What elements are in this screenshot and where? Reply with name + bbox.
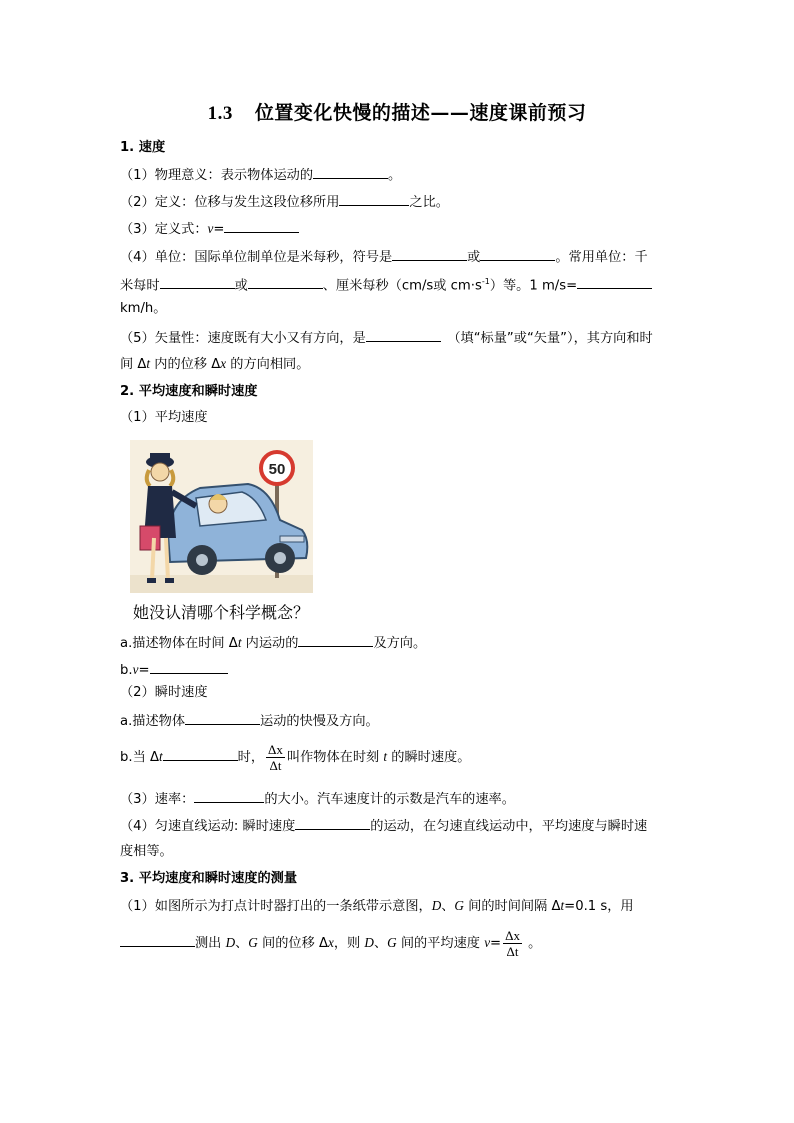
s2-line-3: （3）速率： 的大小。汽车速度计的示数是汽车的速率。 bbox=[120, 788, 680, 810]
s1-line-4: （4）单位：国际单位制单位是米每秒，符号是 或 。常用单位：千 bbox=[120, 246, 680, 268]
blank bbox=[392, 246, 467, 261]
s2-line-4: （4）匀速直线运动: 瞬时速度 的运动，在匀速直线运动中，平均速度与瞬时速 bbox=[120, 815, 680, 837]
section-1-heading: 1. 速度 bbox=[120, 140, 166, 155]
fraction-dx-dt: $\frac{\Delta x}{\Delta t}$ bbox=[268, 741, 283, 773]
s1-line-7: （5）矢量性：速度既有大小又有方向，是 （填“标量”或“矢量”），其方向和时 bbox=[120, 327, 680, 349]
speed-sign-value: 50 bbox=[268, 461, 286, 478]
page-title bbox=[0, 98, 794, 125]
s3-line-1: （1）如图所示为打点计时器打出的一条纸带示意图，D、G 间的时间间隔 Δt=0.1 s，用 bbox=[120, 898, 634, 914]
s1-line-3: （3）定义式：v= bbox=[120, 218, 680, 240]
blank bbox=[480, 246, 555, 261]
blank bbox=[248, 274, 323, 289]
s2-line-a1: a.描述物体在时间 Δt 内运动的 及方向。 bbox=[120, 632, 680, 654]
blank bbox=[577, 274, 652, 289]
blank bbox=[185, 710, 260, 725]
blank bbox=[339, 191, 409, 206]
blank bbox=[313, 164, 388, 179]
title-number: 1.3 bbox=[207, 103, 233, 124]
blank bbox=[298, 632, 373, 647]
fraction-dx-dt: $\frac{\Delta x}{\Delta t}$ bbox=[505, 927, 520, 959]
s3-line-2: 测出 D、G 间的位移 Δx，则 D、G 间的平均速度 v= $\frac{\Delta x}{\Delta t}$ 。 bbox=[120, 926, 680, 961]
section-2-heading: 2. 平均速度和瞬时速度 bbox=[120, 384, 258, 399]
blank bbox=[224, 218, 299, 233]
blank bbox=[120, 932, 195, 947]
s2-line-5: 度相等。 bbox=[120, 844, 173, 859]
s1-line-2: （2）定义：位移与发生这段位移所用 之比。 bbox=[120, 191, 680, 213]
title-text: 位置变化快慢的描述——速度课前预习 bbox=[254, 102, 587, 124]
s1-line-5: 米每时 或 、厘米每秒（cm/s或 $cm\cdot s^{-1}$）等。1 m/s= bbox=[120, 272, 680, 296]
blank bbox=[150, 659, 228, 674]
s2-line-b1: b.v= bbox=[120, 659, 680, 681]
blank bbox=[366, 327, 441, 342]
s2-sub-1: （1）平均速度 bbox=[120, 410, 208, 425]
traffic-cartoon-image bbox=[130, 440, 313, 593]
s2-sub-2: （2）瞬时速度 bbox=[120, 685, 208, 700]
blank bbox=[295, 815, 370, 830]
blank bbox=[160, 274, 235, 289]
s2-line-a2: a.描述物体 运动的快慢及方向。 bbox=[120, 710, 680, 732]
s1-line-8: 间 Δt 内的位移 Δx 的方向相同。 bbox=[120, 356, 310, 372]
image-caption: 她没认清哪个科学概念？ bbox=[133, 603, 310, 622]
blank bbox=[163, 746, 238, 761]
s1-line-6: km/h。 bbox=[120, 301, 167, 316]
s2-line-b2: b.当 Δt 时， $\frac{\Delta x}{\Delta t}$ 叫作物体在时刻 t 的瞬时速度。 bbox=[120, 741, 471, 773]
s1-line-1: （1）物理意义：表示物体运动的 。 bbox=[120, 164, 680, 186]
blank bbox=[194, 788, 264, 803]
section-3-heading: 3. 平均速度和瞬时速度的测量 bbox=[120, 871, 298, 886]
